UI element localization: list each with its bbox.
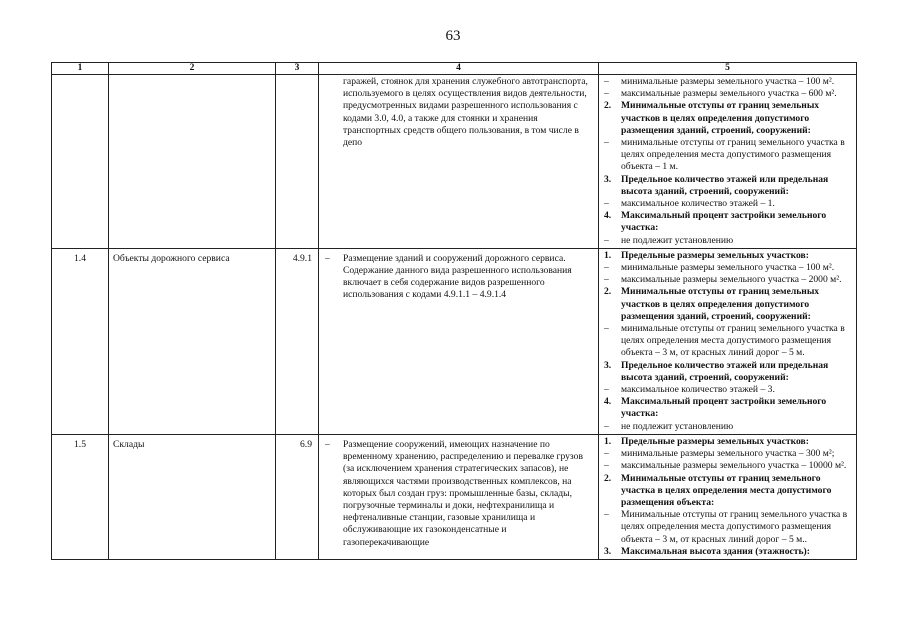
list-marker: – [604, 137, 609, 149]
parameter-text: Максимальный процент застройки земельного участка: [621, 396, 827, 420]
list-marker: 4. [604, 210, 612, 222]
parameter-item [602, 88, 852, 100]
parameter-text: максимальные размеры земельного участка – 10000 м². [621, 460, 847, 472]
list-marker: – [604, 420, 609, 432]
parameter-item [602, 448, 852, 460]
parameter-item [602, 384, 852, 396]
parameter-text: Максимальный процент застройки земельного участка: [621, 210, 827, 234]
list-marker: – [604, 384, 609, 396]
parameters-cell [599, 434, 857, 559]
parameters-cell [599, 75, 857, 249]
parameter-text: минимальные отступы от границ земельного участка в целях определения места допустимого размещения объекта – 1 м. [621, 137, 845, 173]
land-use-regulations-table [51, 62, 857, 560]
parameter-text: минимальные размеры земельного участка – 300 м²; [621, 448, 835, 460]
parameter-heading [602, 436, 852, 448]
page-number: 63 [445, 28, 461, 44]
parameter-item [602, 509, 852, 546]
description-cell [319, 75, 599, 249]
table-body [52, 75, 857, 560]
use-type-name-cell: Объекты дорожного сервиса [109, 248, 276, 434]
parameter-text: максимальное количество этажей – 1. [621, 198, 775, 210]
parameter-heading [602, 473, 852, 510]
parameter-text: минимальные размеры земельного участка – 100 м². [621, 262, 835, 274]
parameter-heading [602, 210, 852, 234]
list-marker: – [604, 460, 609, 472]
use-code-cell [276, 75, 319, 249]
parameter-text: Предельные размеры земельных участков: [621, 435, 809, 447]
parameter-item [602, 421, 852, 433]
list-marker: 1. [604, 435, 612, 447]
column-number: 2 [109, 63, 276, 75]
parameter-text: максимальные размеры земельного участка – 600 м². [621, 88, 837, 100]
parameter-item [602, 460, 852, 472]
parameter-heading [602, 396, 852, 420]
column-number: 4 [319, 63, 599, 75]
parameter-text: не подлежит установлению [621, 420, 734, 432]
list-marker: – [604, 234, 609, 246]
parameter-text: Минимальные отступы от границ земельных участков в целях определения допустимого размещения зданий, строений, сооружений: [621, 100, 820, 136]
row-number-cell: 1.4 [52, 248, 109, 434]
parameter-text: минимальные отступы от границ земельного участка в целях определения места допустимого размещения объекта – 3 м, от красных линий дорог – 5 м. [621, 323, 845, 359]
parameter-text: Предельное количество этажей или предельная высота зданий, строений, сооружений: [621, 173, 829, 197]
parameter-item [602, 235, 852, 247]
column-number: 1 [52, 63, 109, 75]
list-marker: – [604, 198, 609, 210]
list-marker: 3. [604, 173, 612, 185]
parameter-text: максимальные размеры земельного участка – 2000 м². [621, 274, 842, 286]
list-marker: – [604, 323, 609, 335]
parameter-text: Предельные размеры земельных участков: [621, 249, 809, 261]
row-number-cell [52, 75, 109, 249]
row-number-cell: 1.5 [52, 434, 109, 559]
parameter-text: Максимальная высота здания (этажность): [621, 545, 810, 557]
parameter-text: Минимальные отступы от границ земельных участков в целях определения допустимого размещения зданий, строений, сооружений: [621, 286, 820, 322]
use-type-name-cell: Склады [109, 434, 276, 559]
parameters-cell [599, 248, 857, 434]
description-text: – Размещение сооружений, имеющих назначение по временному хранению, распределению и перевалке грузов (за исключением хранения стратегических запасов), не являющихся частями производственных комплексов, на которых был создан груз: промышленные базы, склады, погрузочные терминалы и доки, нефтехранилища и нефтеналивные станции, газовые хранилища и обслуживающие их газоконденсатные и газоперекачивающие [343, 438, 583, 548]
parameter-heading [602, 100, 852, 137]
parameter-heading [602, 174, 852, 198]
list-marker: 2. [604, 286, 612, 298]
list-marker: – [604, 88, 609, 100]
parameter-text: Минимальные отступы от границ земельного участка в целях определения места допустимого размещения объекта: [621, 472, 832, 508]
table-row [52, 248, 857, 434]
parameter-heading [602, 360, 852, 384]
parameter-item [602, 323, 852, 360]
list-marker: 2. [604, 100, 612, 112]
parameter-text: максимальное количество этажей – 3. [621, 384, 775, 396]
parameter-heading [602, 546, 852, 558]
description-cell [319, 434, 599, 559]
list-marker: 3. [604, 359, 612, 371]
list-marker: 1. [604, 249, 612, 261]
list-marker: 3. [604, 545, 612, 557]
description-text: гаражей, стоянок для хранения служебного автотранспорта, используемого в целях осуществления видов деятельности, предусмотренных видами разрешенного использования с кодами 3.0, 4.0, а также для стоянки и хранения транспортных средств общего пользования, в том числе в депо [343, 76, 588, 149]
parameter-text: минимальные размеры земельного участка – 100 м². [621, 76, 835, 87]
table-row [52, 434, 857, 559]
list-marker: – [604, 76, 609, 87]
parameter-item [602, 262, 852, 274]
table-row [52, 75, 857, 249]
parameter-heading [602, 250, 852, 262]
parameter-item [602, 198, 852, 210]
use-type-name-cell [109, 75, 276, 249]
description-cell [319, 248, 599, 434]
use-code-cell: 4.9.1 [276, 248, 319, 434]
list-marker: 2. [604, 472, 612, 484]
list-marker: 4. [604, 396, 612, 408]
list-marker: – [604, 448, 609, 460]
parameter-text: не подлежит установлению [621, 234, 734, 246]
column-number: 5 [599, 63, 857, 75]
column-number: 3 [276, 63, 319, 75]
parameter-item [602, 76, 852, 88]
use-code-cell: 6.9 [276, 434, 319, 559]
column-number-row [52, 63, 857, 75]
parameter-item [602, 137, 852, 174]
parameter-text: Минимальные отступы от границ земельного участка в целях определения места допустимого размещения объекта – 3 м, от красных линий дорог – 5 м.. [621, 509, 848, 545]
parameter-heading [602, 286, 852, 323]
parameter-text: Предельное количество этажей или предельная высота зданий, строений, сооружений: [621, 359, 829, 383]
list-marker: – [604, 262, 609, 274]
list-marker: – [604, 509, 609, 521]
description-text: – Размещение зданий и сооружений дорожного сервиса. Содержание данного вида разрешенного использования включает в себя содержание видов разрешенного использования с кодами 4.9.1.1 – 4.9.1.4 [343, 252, 572, 301]
list-marker: – [604, 274, 609, 286]
parameter-item [602, 274, 852, 286]
